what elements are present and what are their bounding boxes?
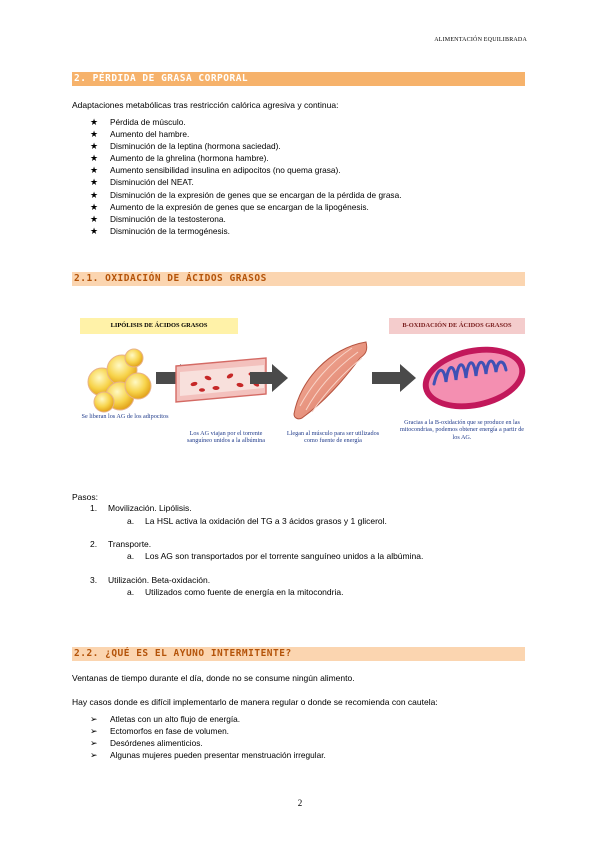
mitochondrion-icon bbox=[417, 340, 530, 418]
list-item: ★ Aumento de la expresión de genes que se encargan de la lipogénesis. bbox=[90, 201, 369, 212]
arrow-icon bbox=[372, 364, 416, 392]
step-number: 2. bbox=[90, 539, 98, 549]
adipocytes-icon bbox=[88, 349, 151, 412]
substep-letter: a. bbox=[127, 587, 135, 597]
star-icon: ★ bbox=[90, 129, 99, 140]
fat-loss-intro: Adaptaciones metabólicas tras restricción calórica agresiva y continua: bbox=[72, 100, 339, 110]
list-item: ★ Aumento del hambre. bbox=[90, 129, 190, 140]
arrow-bullet-icon: ➢ bbox=[90, 750, 98, 761]
star-icon: ★ bbox=[90, 117, 99, 127]
step-number: 3. bbox=[90, 575, 98, 585]
fasting-caution: Hay casos donde es difícil implementarlo de manera regular o donde se recomienda con cautela: bbox=[72, 697, 438, 707]
substep-letter: a. bbox=[127, 551, 135, 561]
caption-muscle: Llegan al músculo para ser utilizados como fuente de energía bbox=[286, 430, 380, 445]
list-item: ★ Disminución del NEAT. bbox=[90, 177, 194, 188]
step-title: Transporte. bbox=[108, 539, 152, 549]
star-icon: ★ bbox=[90, 153, 99, 164]
star-icon: ★ bbox=[90, 189, 99, 200]
star-icon: ★ bbox=[90, 213, 99, 224]
section-title-intermittent-fasting: 2.2. ¿QUÉ ES EL AYUNO INTERMITENTE? bbox=[72, 647, 525, 661]
substep-text: Utilizados como fuente de energía en la mitocondria. bbox=[145, 587, 344, 597]
caption-blood: Los AG viajan por el torrente sanguíneo unidos a la albúmina bbox=[186, 430, 265, 445]
caption-adipocytes: Se liberan los AG de los adipocitos bbox=[81, 413, 169, 420]
substep-letter: a. bbox=[127, 516, 135, 526]
fasting-caution-list bbox=[90, 713, 326, 761]
star-icon: ★ bbox=[90, 225, 99, 236]
muscle-icon bbox=[294, 342, 367, 419]
list-item: ➢ Desórdenes alimenticios. bbox=[90, 738, 203, 749]
arrow-bullet-icon: ➢ bbox=[90, 738, 98, 749]
page-number: 2 bbox=[297, 798, 303, 808]
fasting-definition: Ventanas de tiempo durante el día, donde no se consume ningún alimento. bbox=[72, 673, 355, 683]
list-item: ★ Disminución de la expresión de genes que se encargan de la pérdida de grasa. bbox=[90, 189, 402, 200]
star-icon: ★ bbox=[90, 177, 99, 188]
list-item: ★ Disminución de la termogénesis. bbox=[90, 225, 230, 236]
step-number: 1. bbox=[90, 503, 98, 513]
list-item: ★ Aumento sensibilidad insulina en adipocitos (no quema grasa). bbox=[90, 165, 341, 176]
step-title: Movilización. Lipólisis. bbox=[108, 503, 192, 513]
beta-oxidation-tag: B-OXIDACIÓN DE ÁCIDOS GRASOS bbox=[389, 318, 525, 334]
star-icon: ★ bbox=[90, 141, 99, 152]
list-item: ★ Disminución de la testosterona. bbox=[90, 213, 226, 224]
list-item: ➢ Ectomorfos en fase de volumen. bbox=[90, 726, 229, 737]
lipolysis-tag: LIPÓLISIS DE ÁCIDOS GRASOS bbox=[80, 318, 238, 334]
list-item: ➢ Atletas con un alto flujo de energía. bbox=[90, 714, 241, 724]
running-header: ALIMENTACIÓN EQUILIBRADA bbox=[434, 37, 527, 43]
arrow-bullet-icon: ➢ bbox=[90, 726, 98, 737]
section-title-fatty-acid-oxidation: 2.1. OXIDACIÓN DE ÁCIDOS GRASOS bbox=[72, 272, 525, 286]
list-item: ★ Disminución de la leptina (hormona saciedad). bbox=[90, 141, 281, 152]
list-item: ➢ Algunas mujeres pueden presentar menstruación irregular. bbox=[90, 750, 326, 761]
caption-mitochondria: Gracias a la B-oxidación que se produce en las mitocondrias, podemos obtener energía a partir de los AG. bbox=[399, 419, 525, 441]
list-item: ★ Aumento de la ghrelina (hormona hambre). bbox=[90, 153, 269, 164]
list-item: ★ Pérdida de músculo. bbox=[90, 117, 186, 127]
steps-heading: Pasos: bbox=[72, 492, 98, 502]
step-title: Utilización. Beta-oxidación. bbox=[108, 575, 211, 585]
fatty-acid-pathway-illustration bbox=[80, 340, 530, 420]
star-icon: ★ bbox=[90, 165, 99, 176]
star-icon: ★ bbox=[90, 201, 99, 212]
section-title-fat-loss: 2. PÉRDIDA DE GRASA CORPORAL bbox=[72, 72, 525, 86]
substep-text: La HSL activa la oxidación del TG a 3 ácidos grasos y 1 glicerol. bbox=[145, 516, 387, 526]
fat-loss-list bbox=[90, 116, 402, 237]
substep-text: Los AG son transportados por el torrente sanguíneo unidos a la albúmina. bbox=[145, 551, 424, 561]
arrow-bullet-icon: ➢ bbox=[90, 714, 98, 724]
